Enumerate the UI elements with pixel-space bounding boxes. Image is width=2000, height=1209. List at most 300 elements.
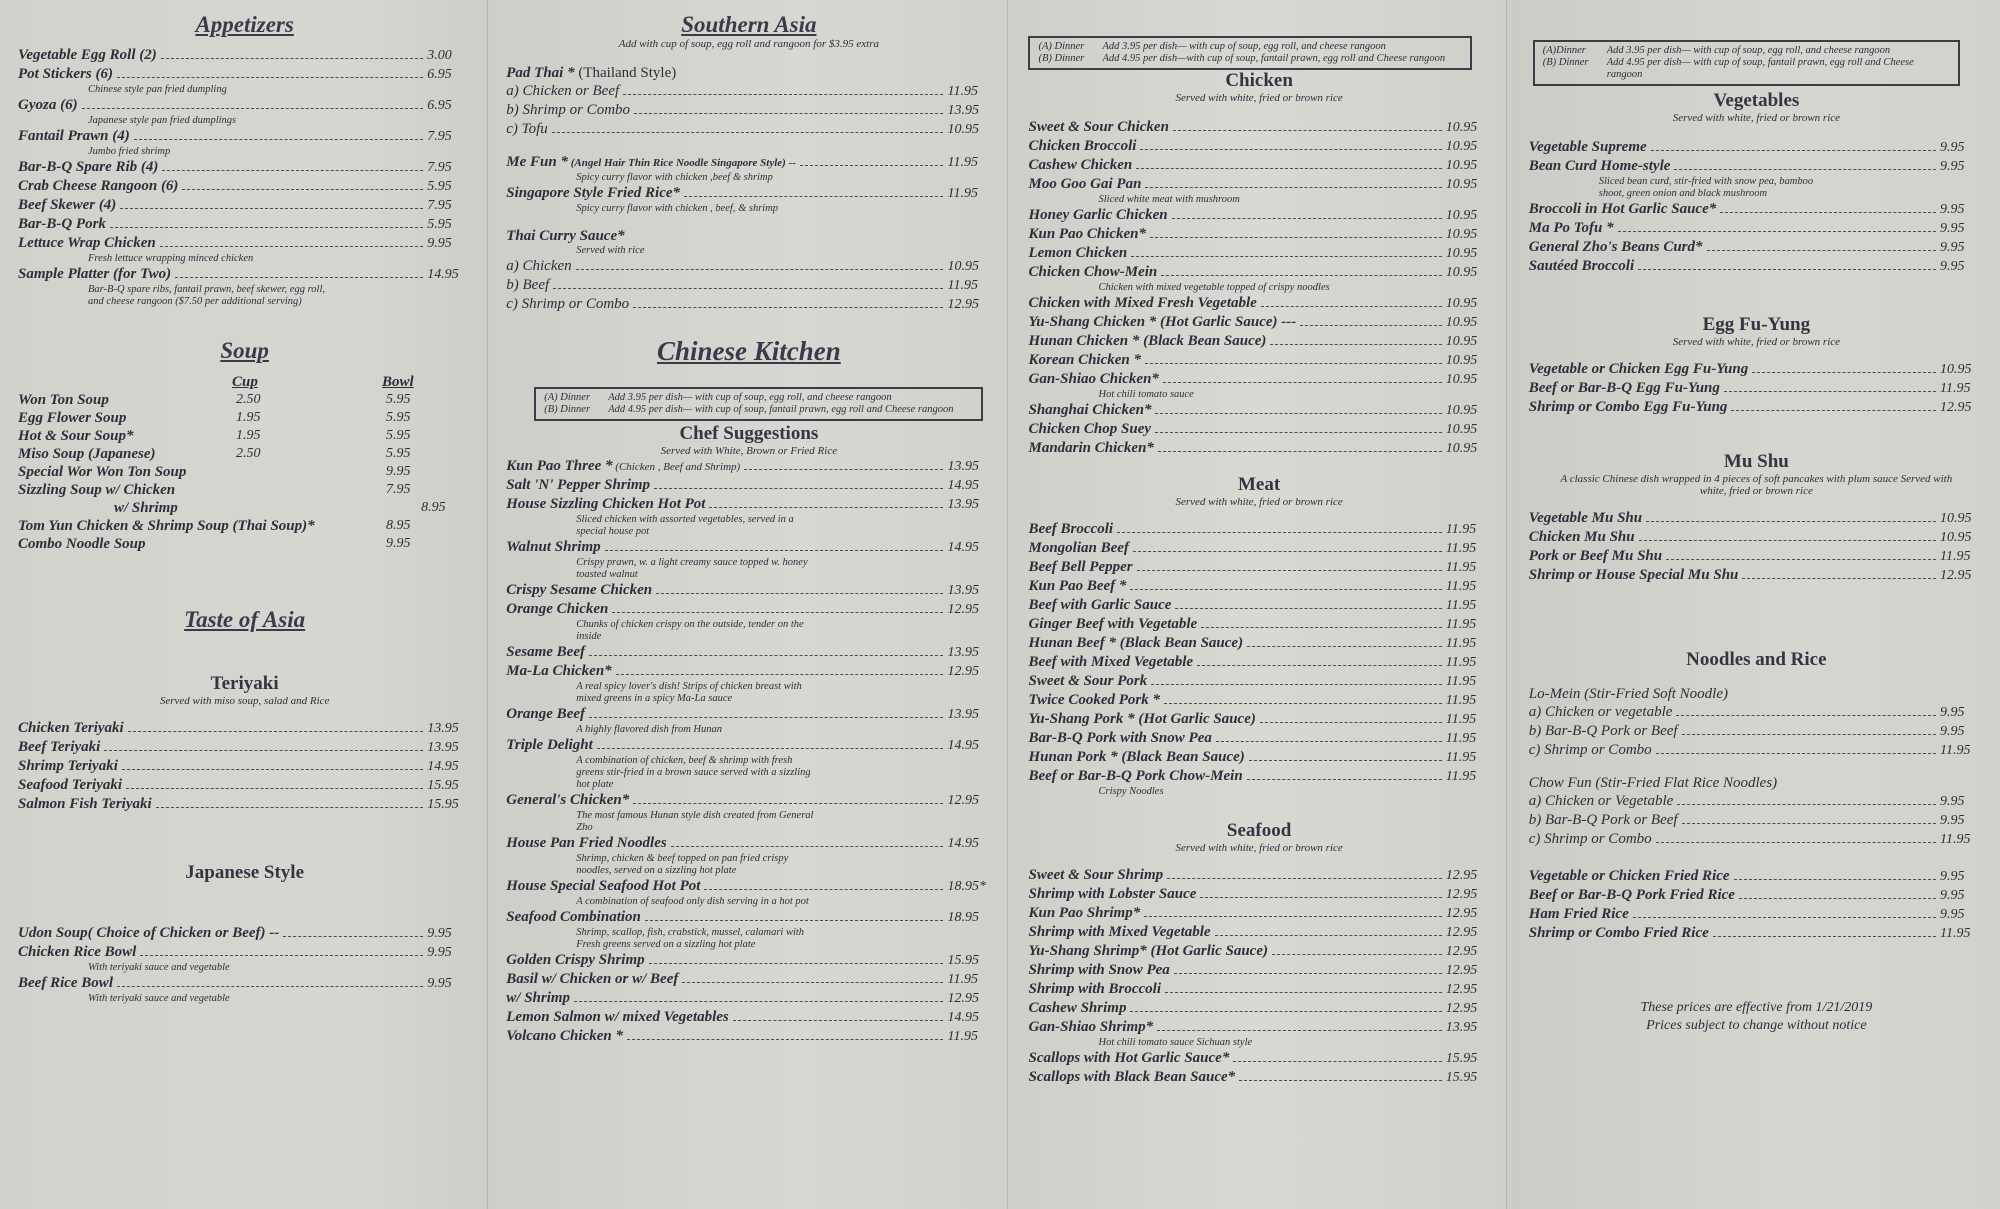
dot-leader — [1674, 169, 1936, 170]
item-price: 10.95 — [1445, 158, 1478, 173]
item-price: 15.95 — [1445, 1070, 1478, 1085]
item-name: Ma-La Chicken* — [506, 663, 612, 679]
dot-leader — [616, 674, 944, 675]
dot-leader — [1272, 954, 1442, 955]
item-price: 10.95 — [1445, 422, 1478, 437]
chicken-list — [1028, 118, 1489, 458]
menu-item — [506, 1027, 991, 1046]
item-name: Singapore Style Fried Rice* — [506, 185, 681, 201]
menu-item — [1028, 748, 1489, 767]
item-name: a) Chicken or Beef — [506, 83, 620, 99]
dot-leader — [122, 769, 423, 770]
item-name: Beef Bell Pepper — [1028, 559, 1133, 575]
item-price: 9.95 — [1940, 888, 1965, 903]
dot-leader — [589, 655, 943, 656]
dot-leader — [1163, 382, 1442, 383]
dot-leader — [1144, 916, 1442, 917]
dot-leader — [589, 717, 943, 718]
item-name: Shrimp or Combo Egg Fu-Yung — [1528, 399, 1728, 415]
dot-leader — [1720, 212, 1936, 213]
item-name: Shrimp or Combo Fried Rice — [1528, 925, 1709, 941]
menu-item — [1529, 238, 1984, 257]
item-price: 11.95 — [1940, 743, 1971, 758]
dot-leader — [1215, 935, 1442, 936]
soup-item — [18, 391, 471, 409]
soup-item — [18, 445, 471, 463]
menu-item — [506, 791, 991, 810]
soup-title: Soup — [220, 338, 269, 363]
mu-shu-note: A classic Chinese dish wrapped in 4 pieces of soft pancakes with plum sauce Served with white, fried or brown rice — [1560, 473, 1953, 497]
menu-item — [506, 970, 991, 989]
item-name: Pad Thai * (Thailand Style) — [506, 65, 677, 81]
chef-suggestions-title: Chef Suggestions — [679, 423, 819, 444]
item-price: 10.95 — [1445, 265, 1478, 280]
menu-item — [18, 158, 471, 177]
soup-bowl-price: 5.95 — [386, 428, 411, 443]
menu-item — [18, 776, 471, 795]
item-price: 12.95 — [1445, 1001, 1478, 1016]
item-name: Walnut Shrimp — [506, 539, 601, 555]
item-name: Vegetable or Chicken Fried Rice — [1528, 868, 1730, 884]
item-name: Sesame Beef — [506, 644, 585, 660]
item-price: 10.95 — [947, 259, 979, 274]
menu-item — [1028, 175, 1489, 194]
soup-item — [18, 517, 471, 535]
dot-leader — [1734, 879, 1936, 880]
dot-leader — [1239, 1080, 1442, 1081]
menu-item — [1028, 1068, 1489, 1087]
item-name: c) Tofu — [506, 121, 548, 137]
menu-item — [1529, 886, 1984, 905]
southern-asia-list — [506, 64, 991, 314]
dot-leader — [1682, 823, 1936, 824]
menu-item — [1028, 156, 1489, 175]
chow-fun-list — [1529, 792, 1984, 849]
item-price: 11.95 — [1940, 381, 1971, 396]
dot-leader — [1707, 250, 1936, 251]
item-price: 11.95 — [1445, 579, 1477, 594]
item-name: Volcano Chicken * — [506, 1028, 623, 1044]
dot-leader — [1137, 570, 1442, 571]
taste-of-asia-title: Taste of Asia — [184, 607, 306, 632]
dot-leader — [1270, 344, 1441, 345]
dot-leader — [1656, 753, 1936, 754]
item-price: 11.95 — [947, 186, 978, 201]
menu-item — [1028, 332, 1489, 351]
dot-leader — [1197, 665, 1442, 666]
item-description: Fresh lettuce wrapping minced chicken — [88, 253, 254, 264]
soup-cup-price: 1.95 — [236, 428, 261, 443]
item-description: Shrimp, scallop, fish, crabstick, mussel, calamari with Fresh greens served on a sizzling hot plate — [576, 927, 805, 950]
dot-leader — [1130, 1011, 1441, 1012]
item-name: Vegetable Egg Roll (2) — [18, 47, 157, 63]
dot-leader — [744, 469, 943, 470]
dot-leader — [1133, 551, 1442, 552]
item-price: 9.95 — [1940, 140, 1965, 155]
dot-leader — [1247, 646, 1442, 647]
item-price: 11.95 — [1445, 731, 1477, 746]
menu-item — [1028, 904, 1489, 923]
item-name: Yu-Shang Chicken * (Hot Garlic Sauce) --- — [1028, 314, 1297, 330]
item-name: Chicken with Mixed Fresh Vegetable — [1028, 295, 1257, 311]
item-name: Broccoli in Hot Garlic Sauce* — [1528, 201, 1717, 217]
item-price: 11.95 — [1940, 832, 1971, 847]
soup-bowl-price: 9.95 — [386, 536, 411, 551]
seafood-note: Served with white, fried or brown rice — [1175, 842, 1343, 854]
item-name: House Sizzling Chicken Hot Pot — [506, 496, 706, 512]
item-description: Sliced white meat with mushroom — [1098, 194, 1240, 205]
dot-leader — [634, 113, 943, 114]
mu-shu-title: Mu Shu — [1723, 451, 1789, 472]
dot-leader — [654, 488, 943, 489]
item-price: 14.95 — [947, 738, 979, 753]
dot-leader — [1172, 218, 1442, 219]
menu-item — [1028, 244, 1489, 263]
soup-cup-price: 2.50 — [236, 392, 261, 407]
chef-suggestions-list — [506, 457, 991, 1046]
item-price: 13.95 — [947, 583, 979, 598]
menu-item — [1529, 566, 1984, 585]
item-price: 5.95 — [427, 217, 452, 232]
item-description: Spicy curry flavor with chicken ,beef & shrimp — [576, 172, 773, 183]
item-price: 14.95 — [947, 540, 979, 555]
item-name: Hunan Beef * (Black Bean Sauce) — [1028, 635, 1244, 651]
soup-name: w/ Shrimp — [114, 500, 178, 516]
thai-curry-heading — [506, 227, 991, 245]
thai-curry-option — [506, 295, 991, 314]
menu-item — [506, 951, 991, 970]
dot-leader — [1638, 269, 1936, 270]
item-price: 10.95 — [1445, 296, 1478, 311]
menu-item — [18, 46, 471, 65]
menu-item — [1028, 539, 1489, 558]
dot-leader — [140, 955, 423, 956]
vegetables-list — [1529, 138, 1984, 276]
item-price: 10.95 — [1445, 334, 1478, 349]
dot-leader — [656, 593, 943, 594]
soup-item — [18, 409, 471, 427]
item-name: Lemon Chicken — [1028, 245, 1128, 261]
dot-leader — [283, 936, 423, 937]
item-name: Bar-B-Q Spare Rib (4) — [18, 159, 159, 175]
item-name: Sample Platter (for Two) — [18, 266, 172, 282]
item-name: a) Chicken or Vegetable — [1528, 793, 1674, 809]
dot-leader — [1173, 130, 1442, 131]
item-name: Gyoza (6) — [18, 97, 78, 113]
chow-fun-label: Chow Fun (Stir-Fried Flat Rice Noodles) — [1528, 775, 1778, 791]
dot-leader — [1174, 973, 1442, 974]
dot-leader — [597, 748, 944, 749]
menu-item — [1028, 137, 1489, 156]
menu-item — [506, 457, 991, 476]
price-notice — [1529, 999, 1984, 1035]
item-price: 9.95 — [1940, 705, 1965, 720]
item-name: Vegetable Mu Shu — [1528, 510, 1643, 526]
item-name: Bar-B-Q Pork — [18, 216, 106, 232]
item-name: Shrimp or House Special Mu Shu — [1528, 567, 1739, 583]
item-price: 10.95 — [1445, 120, 1478, 135]
soup-bowl-price: 5.95 — [386, 410, 411, 425]
item-price: 12.95 — [1445, 925, 1478, 940]
item-description: Jumbo fried shrimp — [88, 146, 171, 157]
item-name: Beef with Garlic Sauce — [1028, 597, 1172, 613]
item-description: Sliced chicken with assorted vegetables, served in a special house pot — [576, 514, 794, 537]
item-name: Golden Crispy Shrimp — [506, 952, 645, 968]
panel-2 — [488, 0, 1007, 1209]
item-price: 13.95 — [1445, 1020, 1478, 1035]
menu-item — [1028, 1049, 1489, 1068]
item-name: Crab Cheese Rangoon (6) — [18, 178, 179, 194]
dot-leader — [1639, 540, 1936, 541]
item-price: 14.95 — [947, 478, 979, 493]
dot-leader — [1157, 1030, 1442, 1031]
item-price: 12.95 — [947, 793, 979, 808]
item-price: 11.95 — [1445, 655, 1477, 670]
item-price: 12.95 — [1445, 982, 1478, 997]
item-description: A highly flavored dish from Hunan — [576, 724, 722, 735]
appetizers-title: Appetizers — [195, 12, 294, 37]
dot-leader — [1130, 589, 1441, 590]
soup-item — [18, 463, 471, 481]
item-name: Yu-Shang Shrimp* (Hot Garlic Sauce) — [1028, 943, 1268, 959]
item-price: 10.95 — [1445, 139, 1478, 154]
menu-item — [1028, 577, 1489, 596]
soup-name: Special Wor Won Ton Soup — [18, 464, 187, 480]
noodles-rice-title: Noodles and Rice — [1686, 649, 1827, 670]
pad-thai-options — [506, 82, 991, 139]
item-name: Beef Rice Bowl — [18, 975, 113, 991]
item-price: 7.95 — [427, 129, 452, 144]
item-name: Udon Soup( Choice of Chicken or Beef) -- — [18, 925, 280, 941]
item-price: 9.95 — [1940, 159, 1965, 174]
item-price: 7.95 — [427, 198, 452, 213]
dot-leader — [1201, 627, 1442, 628]
item-name: c) Shrimp or Combo — [1528, 831, 1652, 847]
menu-item — [1028, 710, 1489, 729]
menu-item — [506, 600, 991, 619]
menu-item — [1028, 672, 1489, 691]
menu-item — [1028, 206, 1489, 225]
menu-item — [1529, 830, 1984, 849]
chinese-kitchen-title: Chinese Kitchen — [656, 336, 841, 366]
menu-item — [1028, 370, 1489, 389]
item-name: Beef or Bar-B-Q Egg Fu-Yung — [1528, 380, 1720, 396]
item-description: With teriyaki sauce and vegetable — [88, 993, 230, 1004]
soup-name: Sizzling Soup w/ Chicken — [18, 482, 176, 498]
dot-leader — [627, 1039, 944, 1040]
item-name: b) Shrimp or Combo — [506, 102, 631, 118]
dot-leader — [117, 986, 423, 987]
dot-leader — [552, 132, 944, 133]
item-price: 6.95 — [427, 67, 452, 82]
menu-item — [1028, 729, 1489, 748]
menu-item — [1028, 118, 1489, 137]
dot-leader — [1216, 741, 1442, 742]
menu-item — [1028, 401, 1489, 420]
item-name: Shrimp with Mixed Vegetable — [1028, 924, 1211, 940]
menu-item — [506, 662, 991, 681]
dot-leader — [1682, 734, 1936, 735]
menu-item — [1028, 520, 1489, 539]
item-name: Shrimp Teriyaki — [18, 758, 118, 774]
item-price: 3.00 — [427, 48, 452, 63]
dot-leader — [1666, 559, 1936, 560]
chef-suggestions-note: Served with White, Brown or Fried Rice — [660, 445, 838, 457]
price-notice-line1: These prices are effective from 1/21/2019 — [1640, 1000, 1873, 1015]
item-price: 11.95 — [1445, 522, 1477, 537]
menu-item — [1028, 999, 1489, 1018]
item-name: Beef or Bar-B-Q Pork Chow-Mein — [1028, 768, 1243, 784]
item-price: 15.95 — [947, 953, 979, 968]
menu-item — [1529, 792, 1984, 811]
item-name: Yu-Shang Pork * (Hot Garlic Sauce) — [1028, 711, 1256, 727]
item-price: 12.95 — [1445, 868, 1478, 883]
menu-item — [18, 234, 471, 253]
item-description: Chinese style pan fried dumpling — [88, 84, 227, 95]
soup-name: Tom Yun Chicken & Shrimp Soup (Thai Soup)* — [18, 518, 315, 534]
item-name: Salmon Fish Teriyaki — [18, 796, 152, 812]
soup-name: Miso Soup (Japanese) — [18, 446, 156, 462]
item-price: 11.95 — [1445, 598, 1477, 613]
price-notice-line2: Prices subject to change without notice — [1646, 1018, 1867, 1033]
item-name: Kun Pao Three * (Chicken , Beef and Shrimp) — [506, 458, 741, 474]
menu-item — [506, 705, 991, 724]
soup-bowl-price: 7.95 — [386, 482, 411, 497]
dot-leader — [1155, 413, 1441, 414]
menu-item — [1028, 596, 1489, 615]
item-name: Honey Garlic Chicken — [1028, 207, 1168, 223]
item-name: House Pan Fried Noodles — [506, 835, 667, 851]
item-price: 12.95 — [1940, 568, 1972, 583]
soup-name: Won Ton Soup — [18, 392, 109, 408]
menu-item — [1028, 351, 1489, 370]
item-description: Crispy Noodles — [1098, 786, 1164, 797]
dinner-b-label: (B) Dinner — [544, 404, 591, 415]
dot-leader — [1175, 608, 1441, 609]
item-description: Chunks of chicken crispy on the outside, tender on the inside — [576, 619, 804, 642]
item-name: Kun Pao Beef * — [1028, 578, 1127, 594]
item-name: Chicken Mu Shu — [1528, 529, 1635, 545]
item-price: 15.95 — [427, 778, 459, 793]
dot-leader — [1261, 306, 1442, 307]
soup-bowl-price: 5.95 — [386, 446, 411, 461]
item-price: 10.95 — [1445, 441, 1478, 456]
lo-mein-list — [1529, 703, 1984, 760]
dinner-b-text: Add 4.95 per dish— with cup of soup, fantail prawn, egg roll and Cheese rangoon — [1606, 57, 1914, 80]
menu-item — [1529, 722, 1984, 741]
item-price: 11.95 — [1940, 926, 1971, 941]
item-price: 9.95 — [1940, 794, 1965, 809]
item-name: b) Beef — [506, 277, 550, 293]
item-name: Mongolian Beef — [1028, 540, 1129, 556]
item-price: 15.95 — [427, 797, 459, 812]
dot-leader — [1117, 532, 1442, 533]
item-name: Gan-Shiao Shrimp* — [1028, 1019, 1154, 1035]
menu-item — [1028, 866, 1489, 885]
item-name: c) Shrimp or Combo — [506, 296, 630, 312]
item-price: 9.95 — [1940, 813, 1965, 828]
item-price: 11.95 — [1445, 541, 1477, 556]
menu-item — [1529, 547, 1984, 566]
item-subtitle: (Chicken , Beef and Shrimp) — [612, 461, 741, 473]
menu-item — [1529, 360, 1984, 379]
item-price: 13.95 — [947, 497, 979, 512]
menu-item — [18, 924, 471, 943]
item-description: A combination of seafood only dish serving in a hot pot — [576, 896, 809, 907]
menu-item — [506, 538, 991, 557]
menu-item — [506, 643, 991, 662]
item-price: 11.95 — [1445, 712, 1477, 727]
menu-item — [1529, 157, 1984, 176]
vegetables-title: Vegetables — [1713, 90, 1800, 111]
soup-cup-price — [296, 499, 421, 517]
dot-leader — [1150, 237, 1442, 238]
item-name: Shanghai Chicken* — [1028, 402, 1152, 418]
item-name: Sautéed Broccoli — [1528, 258, 1635, 274]
item-price: 11.95 — [947, 972, 978, 987]
menu-item — [506, 184, 991, 203]
item-name: Ginger Beef with Vegetable — [1028, 616, 1198, 632]
menu-item — [1028, 1018, 1489, 1037]
item-name: Chicken Chow-Mein — [1028, 264, 1158, 280]
item-name: Sweet & Sour Pork — [1028, 673, 1148, 689]
item-name: Cashew Shrimp — [1028, 1000, 1127, 1016]
soup-cup-price — [236, 481, 386, 499]
soup-item — [18, 535, 471, 553]
dot-leader — [633, 803, 943, 804]
mu-shu-list — [1529, 509, 1984, 585]
menu-item — [1028, 420, 1489, 439]
item-description: Hot chili tomato sauce Sichuan style — [1098, 1037, 1253, 1048]
item-subtitle: (Angel Hair Thin Rice Noodle Singapore Style) -- — [567, 157, 796, 169]
chicken-note: Served with white, fried or brown rice — [1175, 92, 1343, 104]
item-name: c) Shrimp or Combo — [1528, 742, 1652, 758]
soup-bowl-price: 8.95 — [421, 500, 446, 515]
menu-item — [1028, 885, 1489, 904]
item-name: Shrimp with Snow Pea — [1028, 962, 1170, 978]
item-price: 11.95 — [1445, 617, 1477, 632]
item-price: 11.95 — [1445, 750, 1477, 765]
menu-item — [1028, 653, 1489, 672]
dot-leader — [156, 807, 424, 808]
dinner-b-text: Add 4.95 per dish—with cup of soup, fantail prawn, egg roll and Cheese rangoon — [1102, 53, 1446, 64]
dot-leader — [1742, 578, 1936, 579]
item-price: 12.95 — [947, 664, 979, 679]
item-name: Korean Chicken * — [1028, 352, 1141, 368]
item-price: 10.95 — [1940, 511, 1972, 526]
item-name: Thai Curry Sauce* — [506, 228, 625, 244]
item-price: 11.95 — [947, 278, 978, 293]
item-price: 14.95 — [427, 759, 459, 774]
dot-leader — [704, 889, 943, 890]
item-name: Basil w/ Chicken or w/ Beef — [506, 971, 679, 987]
item-description: Shrimp, chicken & beef topped on pan fried crispy noodles, served on a sizzling hot plate — [576, 853, 789, 876]
dot-leader — [1164, 703, 1442, 704]
item-name: Seafood Combination — [506, 909, 641, 925]
item-name: Ma Po Tofu * — [1528, 220, 1614, 236]
seafood-list — [1028, 866, 1489, 1087]
item-name: Chicken Broccoli — [1028, 138, 1137, 154]
dot-leader — [649, 963, 944, 964]
item-name: Chicken Chop Suey — [1028, 421, 1152, 437]
dot-leader — [1651, 150, 1936, 151]
dot-leader — [1713, 936, 1936, 937]
item-price: 10.95 — [1445, 227, 1478, 242]
dot-leader — [1618, 231, 1936, 232]
soup-list — [18, 391, 471, 553]
menu-item — [1529, 219, 1984, 238]
item-price: 13.95 — [947, 645, 979, 660]
